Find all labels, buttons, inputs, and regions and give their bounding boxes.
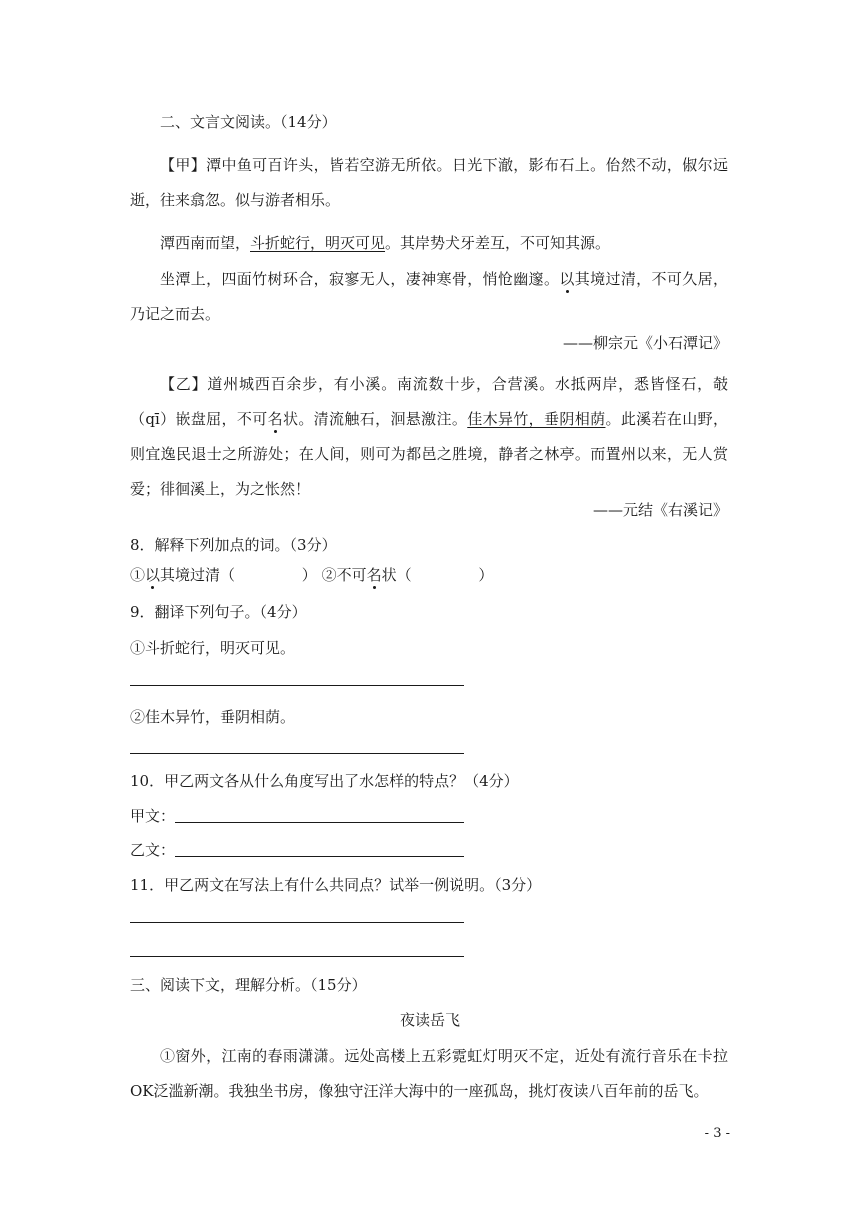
answer-label-yi: 乙文： <box>130 841 176 859</box>
passage-source-jia: ——柳宗元《小石潭记》 <box>562 334 728 352</box>
answer-blank[interactable]: 其境过清（ ） <box>160 566 317 584</box>
article-paragraph-1: ①窗外，江南的春雨潇潇。远处高楼上五彩霓虹灯明灭不定，近处有流行音乐在卡拉OK泛滥新潮。我独坐书房，像独守汪洋大海中的一座孤岛，挑灯夜读八百年前的岳飞。 <box>130 1047 728 1100</box>
dotted-word: 以 <box>145 566 161 584</box>
question-8-items <box>130 565 493 585</box>
page-number: - 3 - <box>704 1126 730 1141</box>
answer-line[interactable] <box>175 822 464 823</box>
answer-line[interactable] <box>130 753 464 754</box>
passage-jia-paragraph-3 <box>130 262 728 332</box>
section-heading: 三、阅读下文，理解分析。（15分） <box>130 976 367 994</box>
question-10-title: 10．甲乙两文各从什么角度写出了水怎样的特点？（4分） <box>130 772 519 790</box>
section-heading: 二、文言文阅读。（14分） <box>160 113 337 131</box>
answer-line[interactable] <box>175 856 464 857</box>
dotted-word: 名 <box>366 566 382 584</box>
question-9-item-2: ②佳木异竹，垂阴相荫。 <box>130 708 296 726</box>
question-9-title: 9．翻译下列句子。（4分） <box>130 603 307 621</box>
passage-text: 潭西南而望， <box>160 234 251 252</box>
answer-line[interactable] <box>130 922 464 923</box>
passage-text: 状。清流触石，洄悬激注。 <box>282 410 468 428</box>
dotted-word: 以 <box>559 270 575 288</box>
passage-text: 其境过清，不可久居，乃记之而去。 <box>130 270 728 323</box>
passage-text: 道州城西百余步，有小溪。南流数十步，合营溪。水抵两岸，悉皆怪石，攲（qī）嵌盘屈，不可 <box>130 375 728 428</box>
passage-text: 。其岸势犬牙差互，不可知其源。 <box>385 234 611 252</box>
passage-jia-paragraph-2 <box>130 226 728 261</box>
item-text: ① <box>130 566 146 584</box>
answer-blank[interactable]: 状（ ） <box>381 566 494 584</box>
answer-line[interactable] <box>130 685 464 686</box>
underlined-sentence: 斗折蛇行，明灭可见 <box>250 234 386 252</box>
question-8-title: 8．解释下列加点的词。（3分） <box>130 536 337 554</box>
article-title: 夜读岳飞 <box>399 1011 460 1029</box>
passage-yi-paragraph <box>130 367 728 507</box>
passage-source-yi: ——元结《右溪记》 <box>592 501 728 519</box>
passage-tag-yi: 【乙】 <box>160 375 208 393</box>
passage-tag-jia: 【甲】 <box>160 156 207 174</box>
underlined-sentence: 佳木异竹，垂阴相荫 <box>467 410 606 428</box>
passage-jia-paragraph-1 <box>130 148 728 218</box>
passage-text: 坐潭上，四面竹树环合，寂寥无人，凄神寒骨，悄怆幽邃。 <box>160 270 560 288</box>
question-11-title: 11．甲乙两文在写法上有什么共同点？试举一例说明。（3分） <box>130 876 542 894</box>
dotted-word: 名 <box>267 410 283 428</box>
answer-label-jia: 甲文： <box>130 807 176 825</box>
answer-line[interactable] <box>130 956 464 957</box>
passage-text: 潭中鱼可百许头，皆若空游无所依。日光下澈，影布石上。佁然不动，俶尔远逝，往来翕忽。似与游者相乐。 <box>130 156 728 209</box>
question-9-item-1: ①斗折蛇行，明灭可见。 <box>130 639 296 657</box>
passage-text: 。此溪若在山野，则宜逸民退士之所游处；在人间，则可为都邑之胜境，静者之林亭。而置州以来，无人赏爱；徘徊溪上，为之怅然！ <box>130 410 728 498</box>
item-text: ②不可 <box>321 566 367 584</box>
